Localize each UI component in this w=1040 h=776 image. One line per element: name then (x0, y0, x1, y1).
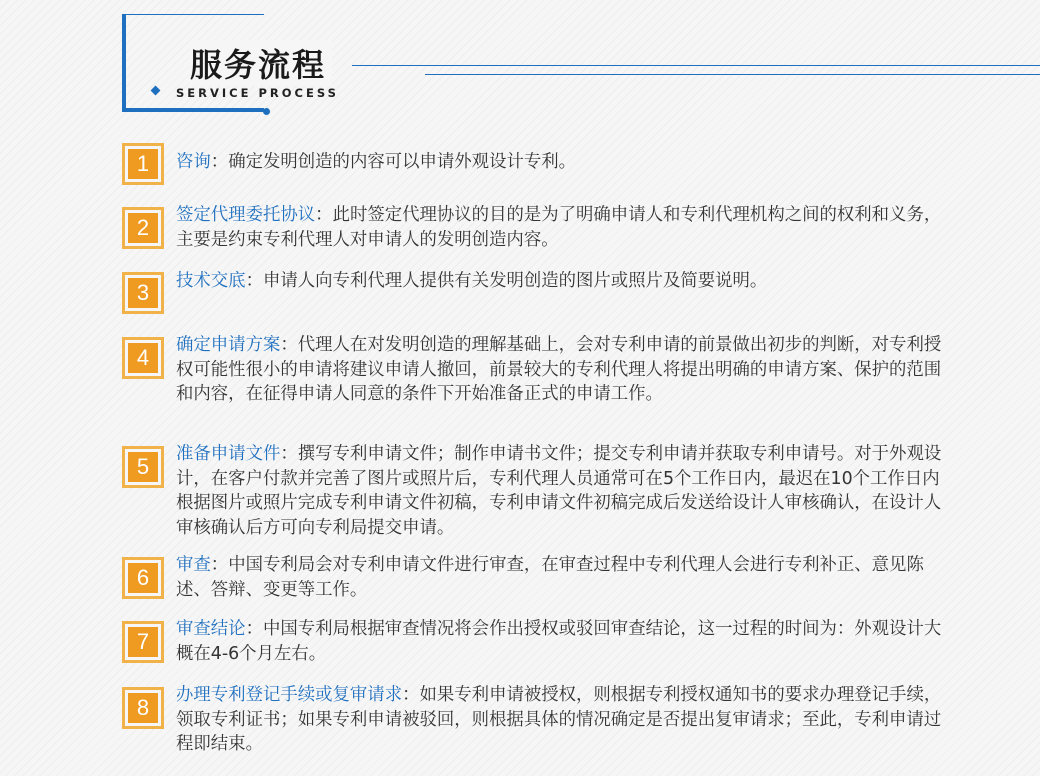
step-label: 技术交底 (176, 271, 246, 291)
step-separator: ： (210, 152, 229, 172)
step-label: 办理专利登记手续或复审请求 (176, 685, 403, 705)
step-text (176, 683, 946, 757)
header-rule-bottom (425, 74, 1040, 75)
step-number-badge (122, 621, 164, 663)
step-separator: ： (210, 555, 229, 575)
step-text (176, 150, 946, 175)
step-label: 签定代理委托协议 (176, 205, 316, 225)
step-number-badge (122, 446, 164, 488)
step-text (176, 203, 946, 252)
step-text (176, 553, 946, 602)
step-separator: ： (245, 619, 263, 639)
step-text (176, 269, 946, 294)
step-number-badge (122, 207, 164, 249)
step-description: 中国专利局根据审查情况将会作出授权或驳回审查结论，这一过程的时间为：外观设计大概在4-6个月左右。 (176, 619, 942, 664)
step-number: 7 (128, 627, 158, 657)
header-rule-top (352, 65, 1040, 66)
step-description: 此时签定代理协议的目的是为了明确申请人和专利代理机构之间的权利和义务，主要是约束专利代理人对申请人的发明创造内容。 (176, 205, 942, 250)
step-description: 确定发明创造的内容可以申请外观设计专利。 (228, 152, 577, 172)
step-separator: ： (402, 685, 420, 705)
step-label: 确定申请方案 (176, 335, 281, 355)
step-text (176, 617, 946, 666)
step-number-badge (122, 557, 164, 599)
page-subtitle: SERVICE PROCESS (176, 86, 339, 100)
step-label: 准备申请文件 (176, 444, 281, 464)
step-number-badge (122, 337, 164, 379)
step-number: 4 (128, 343, 158, 373)
step-text (176, 333, 946, 407)
step-label: 审查结论 (176, 619, 246, 639)
step-number-badge (122, 687, 164, 729)
step-separator: ： (315, 205, 333, 225)
step-separator: ： (245, 271, 263, 291)
step-separator: ： (280, 444, 298, 464)
step-number: 6 (128, 563, 158, 593)
dot-icon (263, 108, 270, 115)
step-label: 咨询 (176, 152, 211, 172)
step-description: 代理人在对发明创造的理解基础上，会对专利申请的前景做出初步的判断，对专利授权可能性很小的申请将建议申请人撤回，前景较大的专利代理人将提出明确的申请方案、保护的范围和内容，在征得申请人同意的条件下开始准备正式的申请工作。 (176, 335, 942, 404)
step-description: 如果专利申请被授权，则根据专利授权通知书的要求办理登记手续，领取专利证书；如果专利申请被驳回，则根据具体的情况确定是否提出复审请求；至此，专利申请过程即结束。 (176, 685, 942, 754)
step-description: 中国专利局会对专利申请文件进行审查，在审查过程中专利代理人会进行专利补正、意见陈述、答辩、变更等工作。 (176, 555, 924, 600)
step-number-badge (122, 143, 164, 185)
page-title: 服务流程 (190, 40, 332, 86)
step-text (176, 442, 946, 540)
step-number: 3 (128, 278, 158, 308)
step-number: 2 (128, 213, 158, 243)
step-number: 1 (128, 149, 158, 179)
step-description: 撰写专利申请文件；制作申请书文件；提交专利申请并获取专利申请号。对于外观设计，在客户付款并完善了图片或照片后，专利代理人员通常可在5个工作日内，最迟在10个工作日内根据图片或照片完成专利申请文件初稿，专利申请文件初稿完成后发送给设计人审核确认，在设计人审核确认后方可向专利局提交申请。 (176, 444, 942, 538)
step-number-badge (122, 272, 164, 314)
step-number: 8 (128, 693, 158, 723)
step-label: 审查 (176, 555, 211, 575)
step-number: 5 (128, 452, 158, 482)
step-separator: ： (280, 335, 298, 355)
step-description: 申请人向专利代理人提供有关发明创造的图片或照片及简要说明。 (262, 271, 768, 291)
